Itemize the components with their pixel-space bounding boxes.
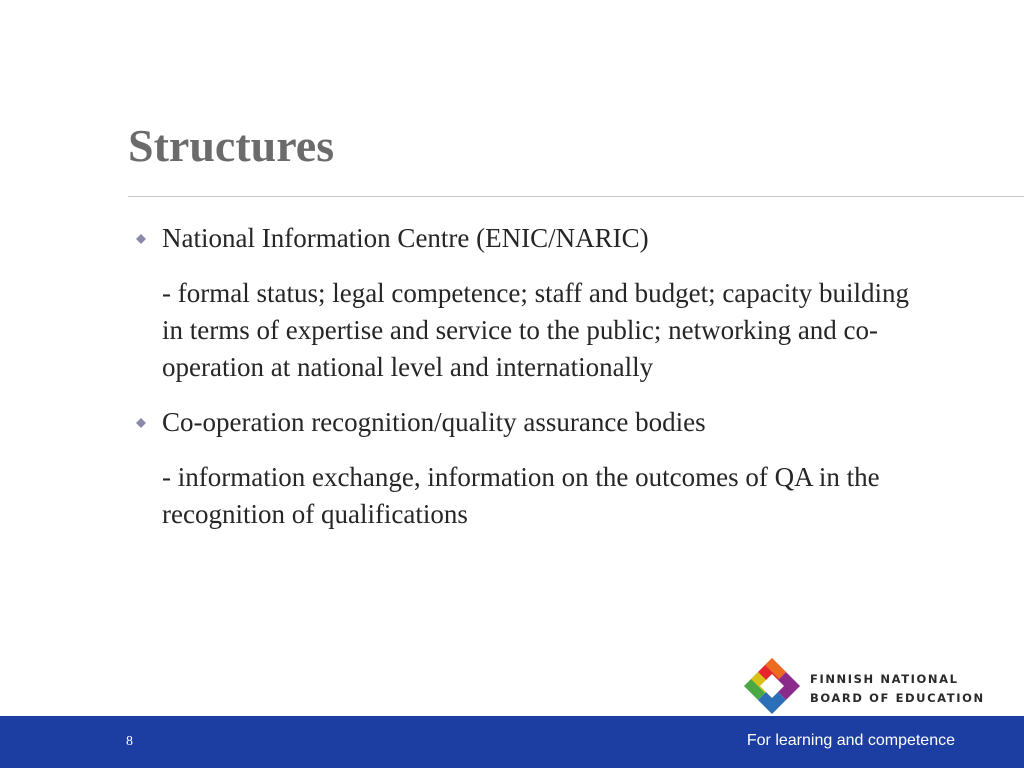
footer-tagline: For learning and competence bbox=[746, 732, 955, 749]
bullet-text: National Information Centre (ENIC/NARIC) bbox=[162, 223, 649, 253]
slide-content bbox=[128, 220, 928, 533]
finnish-national-board-logo bbox=[742, 656, 985, 716]
bullet-detail-text: - formal status; legal competence; staff and budget; capacity building in terms of expertise and service to the public; networking and co-operation at national level and internationally bbox=[162, 278, 910, 382]
diamond-bullet-icon bbox=[136, 234, 146, 244]
bullet-detail-text: - information exchange, information on the outcomes of QA in the recognition of qualifications bbox=[162, 462, 880, 529]
footer-bar bbox=[0, 716, 1024, 768]
logo-diamond-icon bbox=[742, 656, 802, 716]
logo-line-2: BOARD OF EDUCATION bbox=[810, 691, 985, 705]
slide-title: Structures bbox=[128, 120, 335, 171]
logo-line-1: FINNISH NATIONAL bbox=[810, 672, 959, 686]
bullet-item-cooperation bbox=[128, 404, 928, 441]
page-number: 8 bbox=[126, 734, 133, 749]
logo-text bbox=[810, 670, 985, 708]
bullet-item-enic-naric bbox=[128, 220, 928, 257]
diamond-bullet-icon bbox=[136, 418, 146, 428]
title-divider bbox=[128, 196, 1024, 197]
bullet-text: Co-operation recognition/quality assurance bodies bbox=[162, 407, 706, 437]
